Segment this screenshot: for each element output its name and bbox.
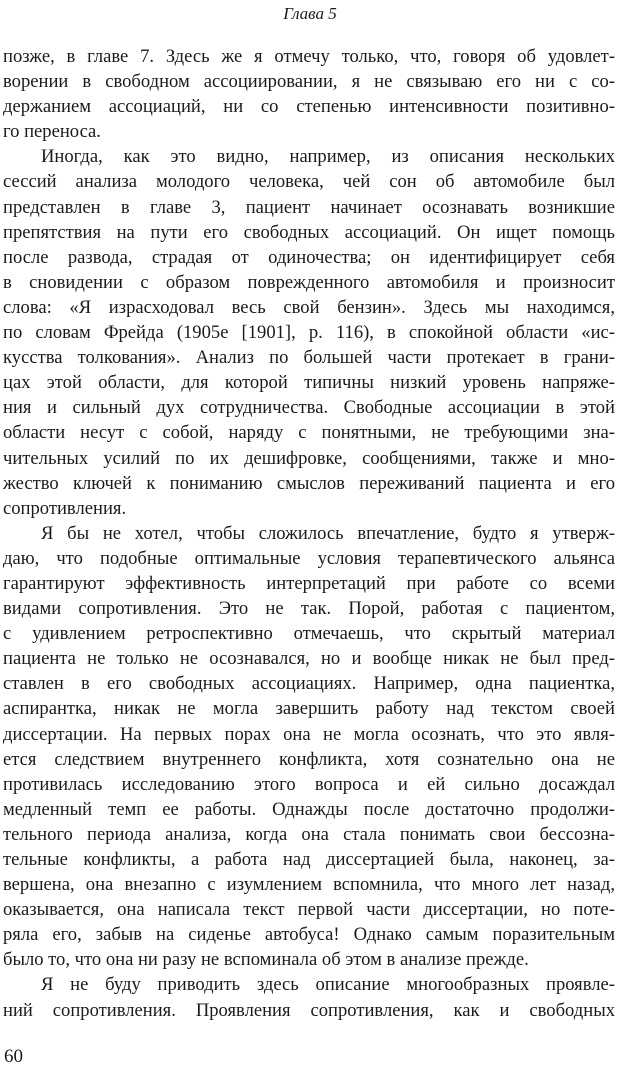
text-line: ворении в свободном ассоциировании, я не связываю его ни с со- — [3, 71, 615, 93]
text-line: области несут с собой, наряду с понятными, не требующими зна- — [3, 422, 615, 444]
text-line: тельного периода анализа, когда она стала понимать свои бессозна- — [3, 823, 615, 845]
body-text — [3, 44, 615, 1023]
text-line: представлен в главе 3, пациент начинает осознавать возникшие — [3, 196, 615, 218]
text-line: аспирантка, никак не могла завершить работу над текстом своей — [3, 698, 615, 720]
text-line: ется следствием внутреннего конфликта, хотя сознательно она не — [3, 748, 615, 770]
text-line: оказывается, она написала текст первой части диссертации, но поте- — [3, 899, 615, 921]
text-line: в сновидении с образом поврежденного автомобиля и произносит — [3, 271, 615, 293]
text-line: пациента не только не осознавался, но и вообще никак не был пред- — [3, 648, 615, 670]
text-line: медленный темп ее работы. Однажды после достаточно продолжи- — [3, 798, 615, 820]
text-line: Я не буду приводить здесь описание многообразных проявле- — [41, 974, 615, 996]
text-line: противилась исследованию этого вопроса и ей сильно досаждал — [3, 773, 615, 795]
text-line: Я бы не хотел, чтобы сложилось впечатление, будто я утверж- — [41, 522, 615, 544]
text-line: видами сопротивления. Это не так. Порой, работая с пациентом, — [3, 598, 615, 620]
text-line: даю, что подобные оптимальные условия терапевтического альянса — [3, 547, 615, 569]
text-line: держанием ассоциаций, ни со степенью интенсивности позитивно- — [3, 96, 615, 118]
text-line: препятствия на пути его свободных ассоциаций. Он ищет помощь — [3, 221, 615, 243]
text-line: тельные конфликты, а работа над диссертацией была, наконец, за- — [3, 849, 615, 870]
text-line: диссертации. На первых порах она не могла осознать, что это явля- — [3, 723, 615, 745]
text-line: ставлен в его свободных ассоциациях. Например, одна пациентка, — [3, 673, 615, 695]
text-line: ния и сильный дух сотрудничества. Свободные ассоциации в этой — [3, 397, 615, 419]
text-line: вершена, она внезапно с изумлением вспомнила, что много лет назад, — [3, 874, 615, 896]
text-line: с удивлением ретроспективно отмечаешь, что скрытый материал — [3, 623, 615, 645]
text-line: после развода, страдая от одиночества; он идентифицирует себя — [3, 246, 615, 268]
text-line: было то, что она ни разу не вспоминала об этом в анализе прежде. — [3, 949, 529, 971]
text-line: Иногда, как это видно, например, из описания нескольких — [41, 146, 615, 168]
text-line: по словам Фрейда (1905е [1901], р. 116), в спокойной области «ис- — [3, 322, 615, 344]
page-number: 60 — [4, 1046, 23, 1067]
text-line: ний сопротивления. Проявления сопротивления, как и свободных — [3, 999, 615, 1021]
text-line: цах этой области, для которой типичны низкий уровень напряже- — [3, 372, 615, 394]
text-line: сессий анализа молодого человека, чей сон об автомобиле был — [3, 171, 615, 193]
text-line: го переноса. — [3, 121, 101, 143]
text-line: сопротивления. — [3, 497, 127, 519]
text-line: позже, в главе 7. Здесь же я отмечу только, что, говоря об удовлет- — [3, 46, 615, 67]
text-line: ряла его, забыв на сиденье автобуса! Однако самым поразительным — [3, 924, 615, 946]
text-line: жество ключей к пониманию смыслов переживаний пациента и его — [3, 472, 615, 494]
chapter-header: Глава 5 — [283, 4, 337, 23]
text-line: чительных усилий по их дешифровке, сообщениями, также и мно- — [3, 447, 615, 469]
text-line: гарантируют эффективность интерпретаций при работе со всеми — [3, 572, 615, 594]
text-line: кусства толкования». Анализ по большей части протекает в грани- — [3, 347, 615, 369]
text-line: слова: «Я израсходовал весь свой бензин». Здесь мы находимся, — [3, 296, 615, 318]
